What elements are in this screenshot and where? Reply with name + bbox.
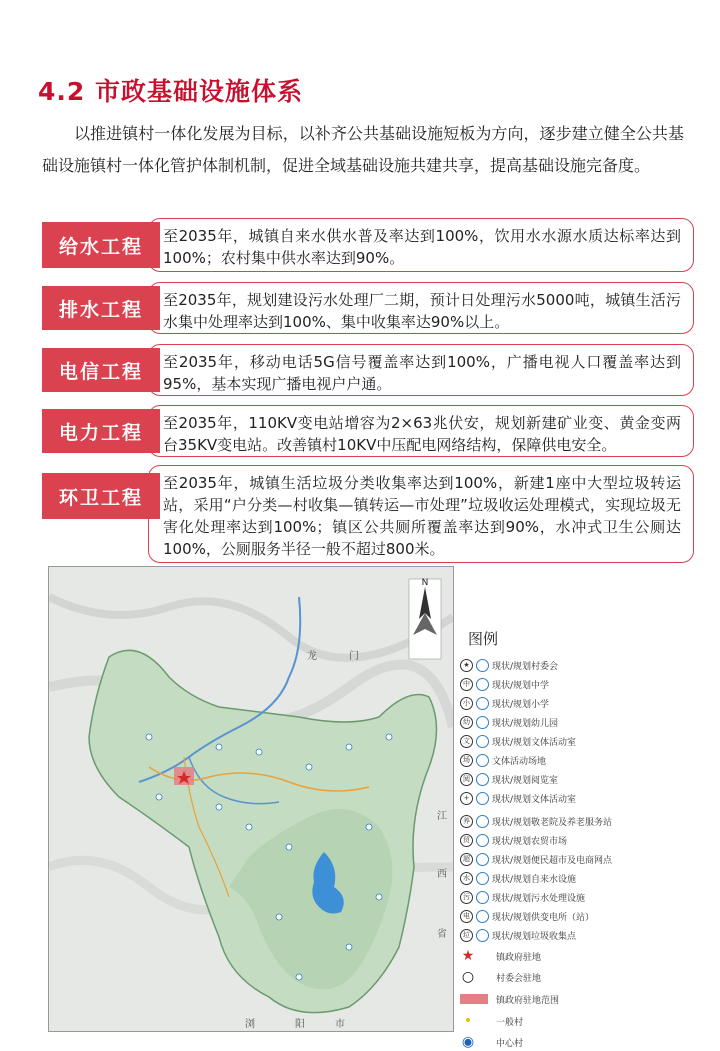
planned-middle-school-icon bbox=[476, 678, 489, 691]
legend-item-label: 现状/规划中学 bbox=[492, 680, 550, 691]
legend-item-label: 现状/规划自来水设施 bbox=[492, 874, 577, 885]
project-label: 电力工程 bbox=[42, 409, 160, 453]
map-place-label: 西 bbox=[437, 869, 447, 880]
map-place-label: 浏 bbox=[245, 1019, 255, 1030]
project-label: 环卫工程 bbox=[42, 473, 160, 519]
legend-title: 图例 bbox=[468, 630, 499, 648]
legend-item-label: 村委会驻地 bbox=[496, 973, 542, 984]
map-place-label: 龙 bbox=[307, 651, 317, 662]
legend-item-label: 现状/规划污水处理设施 bbox=[492, 893, 586, 904]
legend-item-label: 现状/规划供变电所（站） bbox=[492, 912, 595, 923]
planned-health-room-icon bbox=[476, 792, 489, 805]
legend-item bbox=[460, 812, 612, 830]
legend-item-label: 现状/规划文体活动室 bbox=[492, 737, 577, 748]
planned-farmers-market-icon bbox=[476, 834, 489, 847]
farmers-market-icon: 贸 bbox=[460, 834, 473, 847]
legend-item-label: 现状/规划幼儿园 bbox=[492, 718, 559, 729]
garbage-collection-icon: 垃 bbox=[460, 929, 473, 942]
project-label: 排水工程 bbox=[42, 286, 160, 330]
legend-item-label: 一般村 bbox=[496, 1017, 524, 1028]
project-row-telecom bbox=[42, 344, 694, 396]
legend-item bbox=[460, 947, 541, 965]
project-description: 至2035年，移动电话5G信号覆盖率达到100%，广播电视人口覆盖率达到95%，基本实现广播电视户户通。 bbox=[148, 344, 694, 396]
project-description: 至2035年，城镇生活垃圾分类收集率达到100%，新建1座中大型垃圾转运站，采用“户分类—村收集—镇转运—市处理”垃圾收运处理模式，实现垃圾无害化处理率达到100%；镇区公共厕所覆盖率达到90%，水冲式卫生公厕达100%，公厕服务半径一般不超过800米。 bbox=[148, 465, 694, 563]
activity-field-icon: 场 bbox=[460, 754, 473, 767]
kindergarten-icon: 幼 bbox=[460, 716, 473, 729]
project-label: 电信工程 bbox=[42, 348, 160, 392]
planned-sewage-treatment-icon bbox=[476, 891, 489, 904]
project-description: 至2035年，城镇自来水供水普及率达到100%，饮用水水源水质达标率达到100%；农村集中供水率达到90%。 bbox=[148, 218, 694, 272]
legend-item bbox=[460, 888, 585, 906]
general-village-dot-icon: • bbox=[463, 1013, 473, 1029]
legend-item-label: 现状/规划农贸市场 bbox=[492, 836, 568, 847]
legend-item-label: 现状/规划小学 bbox=[492, 699, 550, 710]
legend-item bbox=[460, 656, 558, 674]
legend-item-label: 现状/规划文体活动室 bbox=[492, 794, 577, 805]
village-committee-location-icon: ○ bbox=[461, 969, 475, 985]
infrastructure-map bbox=[48, 566, 454, 1032]
middle-school-icon: 中 bbox=[460, 678, 473, 691]
planned-water-supply-icon bbox=[476, 872, 489, 885]
project-description: 至2035年，规划建设污水处理厂二期，预计日处理污水5000吨，城镇生活污水集中处理率达到100%、集中收集率达90%以上。 bbox=[148, 282, 694, 334]
map-place-label: 江 bbox=[437, 811, 447, 822]
planned-activity-field-icon bbox=[476, 754, 489, 767]
planned-substation-icon bbox=[476, 910, 489, 923]
planned-kindergarten-icon bbox=[476, 716, 489, 729]
planned-elderly-care-icon bbox=[476, 815, 489, 828]
legend-item bbox=[460, 713, 558, 731]
legend-item-label: 现状/规划阅览室 bbox=[492, 775, 559, 786]
legend-item-label: 现状/规划敬老院及养老服务站 bbox=[492, 817, 613, 828]
legend-item-label: 镇政府驻地范围 bbox=[496, 995, 560, 1006]
map-graphic bbox=[49, 567, 453, 1031]
map-place-label: 省 bbox=[437, 929, 447, 940]
project-row-sanitation bbox=[42, 465, 694, 563]
project-description: 至2035年，110KV变电站增容为2×63兆伏安，规划新建矿业变、黄金变两台35KV变电站。改善镇村10KV中压配电网络结构，保障供电安全。 bbox=[148, 405, 694, 457]
project-row-water-supply bbox=[42, 218, 694, 272]
town-area-swatch-icon bbox=[460, 994, 488, 1004]
planned-garbage-collection-icon bbox=[476, 929, 489, 942]
legend-item-label: 现状/规划垃圾收集点 bbox=[492, 931, 577, 942]
activity-room-icon: 文 bbox=[460, 735, 473, 748]
legend-item-label: 现状/规划便民超市及电商网点 bbox=[492, 855, 613, 866]
legend-item bbox=[460, 926, 576, 944]
section-title: 4.2 市政基础设施体系 bbox=[38, 77, 303, 106]
map-place-label: 阳 bbox=[295, 1019, 305, 1030]
water-supply-icon: 水 bbox=[460, 872, 473, 885]
planned-primary-school-icon bbox=[476, 697, 489, 710]
project-row-drainage bbox=[42, 282, 694, 334]
legend-item bbox=[460, 831, 567, 849]
legend-item bbox=[460, 789, 576, 807]
reading-room-icon: 阅 bbox=[460, 773, 473, 786]
legend-item bbox=[460, 1012, 523, 1030]
legend-item bbox=[460, 732, 576, 750]
legend-item bbox=[460, 869, 576, 887]
elderly-care-icon: 养 bbox=[460, 815, 473, 828]
legend-item-label: 中心村 bbox=[496, 1038, 524, 1049]
legend-item bbox=[460, 850, 612, 868]
project-label: 给水工程 bbox=[42, 222, 160, 268]
legend-item bbox=[460, 1033, 523, 1051]
map-place-label: 市 bbox=[335, 1019, 345, 1030]
village-committee-icon: ★ bbox=[460, 659, 473, 672]
planned-reading-room-icon bbox=[476, 773, 489, 786]
legend-item bbox=[460, 694, 549, 712]
legend-item-label: 镇政府驻地 bbox=[496, 952, 542, 963]
central-village-icon: ◉ bbox=[461, 1034, 475, 1050]
substation-icon: 电 bbox=[460, 910, 473, 923]
map-place-label: 门 bbox=[349, 651, 359, 662]
planned-supermarket-icon bbox=[476, 853, 489, 866]
town-government-star-icon: ★ bbox=[461, 948, 475, 964]
planned-village-committee-icon bbox=[476, 659, 489, 672]
legend-item bbox=[460, 675, 549, 693]
legend-item-label: 文体活动场地 bbox=[492, 756, 547, 767]
legend-item bbox=[460, 770, 558, 788]
project-row-power bbox=[42, 405, 694, 457]
primary-school-icon: 小 bbox=[460, 697, 473, 710]
legend-item bbox=[460, 990, 559, 1008]
supermarket-icon: 超 bbox=[460, 853, 473, 866]
legend-item bbox=[460, 751, 546, 769]
health-room-icon: + bbox=[460, 792, 473, 805]
legend-item bbox=[460, 907, 594, 925]
intro-paragraph: 以推进镇村一体化发展为目标，以补齐公共基础设施短板为方向，逐步建立健全公共基础设施镇村一体化管护体制机制，促进全域基础设施共建共享，提高基础设施完备度。 bbox=[42, 124, 684, 175]
north-arrow-label: N bbox=[421, 578, 429, 588]
legend-item-label: 现状/规划村委会 bbox=[492, 661, 559, 672]
sewage-treatment-icon: 污 bbox=[460, 891, 473, 904]
legend-item bbox=[460, 968, 541, 986]
planned-activity-room-icon bbox=[476, 735, 489, 748]
